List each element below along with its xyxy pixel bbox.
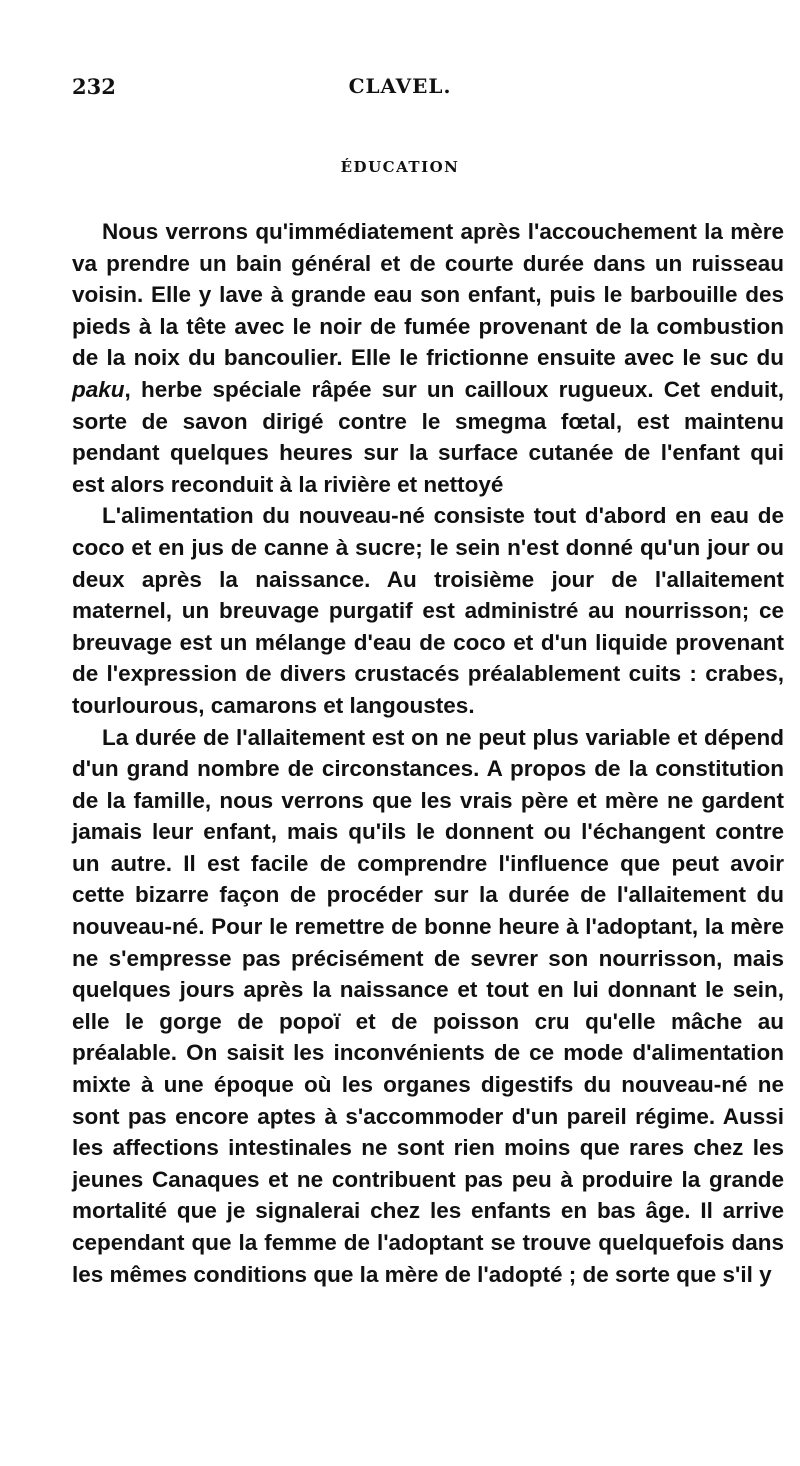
running-head — [0, 60, 800, 120]
running-title: CLAVEL. — [348, 74, 452, 98]
paragraph-3: La durée de l'allaitement est on ne peut plus variable et dépend d'un grand nombre de circonstances. A propos de la constitution de la famille, nous verrons que les vrais père et mère ne gardent jamais leur enfant, mais qu'ils le donnent ou l'échangent contre un autre. Il est facile de comprendre l'influence que peut avoir cette bizarre façon de procéder sur la durée de l'allaitement du nouveau-né. Pour le remettre de bonne heure à l'adoptant, la mère ne s'empresse pas précisément de sevrer son nourrisson, mais quelques jours après la naissance et tout en lui donnant le sein, elle le gorge de popoï et de poisson cru qu'elle mâche au préalable. On saisit les inconvénients de ce mode d'alimentation mixte à une époque où les organes digestifs du nouveau-né ne sont pas encore aptes à s'accommoder d'un pareil régime. Aussi les affections intestinales ne sont rien moins que rares chez les jeunes Canaques et ne contribuent pas peu à produire la grande mortalité que je signalerai chez les enfants en bas âge. Il arrive cependant que la femme de l'adoptant se trouve quelquefois dans les mêmes conditions que la mère de l'adopté ; de sorte que s'il y — [72, 724, 784, 1287]
section-title: ÉDUCATION — [340, 158, 460, 176]
body-text — [72, 216, 784, 1290]
page-number: 232 — [72, 74, 116, 99]
paragraph-1 — [72, 216, 784, 500]
paragraph-1-term: paku — [72, 376, 125, 402]
paragraph-2: L'alimentation du nouveau-né consiste tout d'abord en eau de coco et en jus de canne à sucre; le sein n'est donné qu'un jour ou deux après la naissance. Au troisième jour de l'allaitement maternel, un breuvage purgatif est administré au nourrisson; ce breuvage est un mélange d'eau de coco et d'un liquide provenant de l'expression de divers crustacés préalablement cuits : crabes, tourlourous, camarons et langoustes. — [72, 503, 784, 718]
paragraph-1-text-a: Nous verrons qu'immédiatement après l'accouchement la mère va prendre un bain général et de courte durée dans un ruisseau voisin. Elle y lave à grande eau son enfant, puis le barbouille des pieds à la tête avec le noir de fumée provenant de la combustion de la noix du bancoulier. Elle le frictionne ensuite avec le suc du — [72, 219, 784, 371]
paragraph-1-text-b: , herbe spéciale râpée sur un cailloux rugueux. Cet enduit, sorte de savon dirigé contre le smegma fœtal, est maintenu pendant quelques heures sur la surface cutanée de l'enfant qui est alors reconduit à la rivière et nettoyé — [72, 376, 784, 497]
